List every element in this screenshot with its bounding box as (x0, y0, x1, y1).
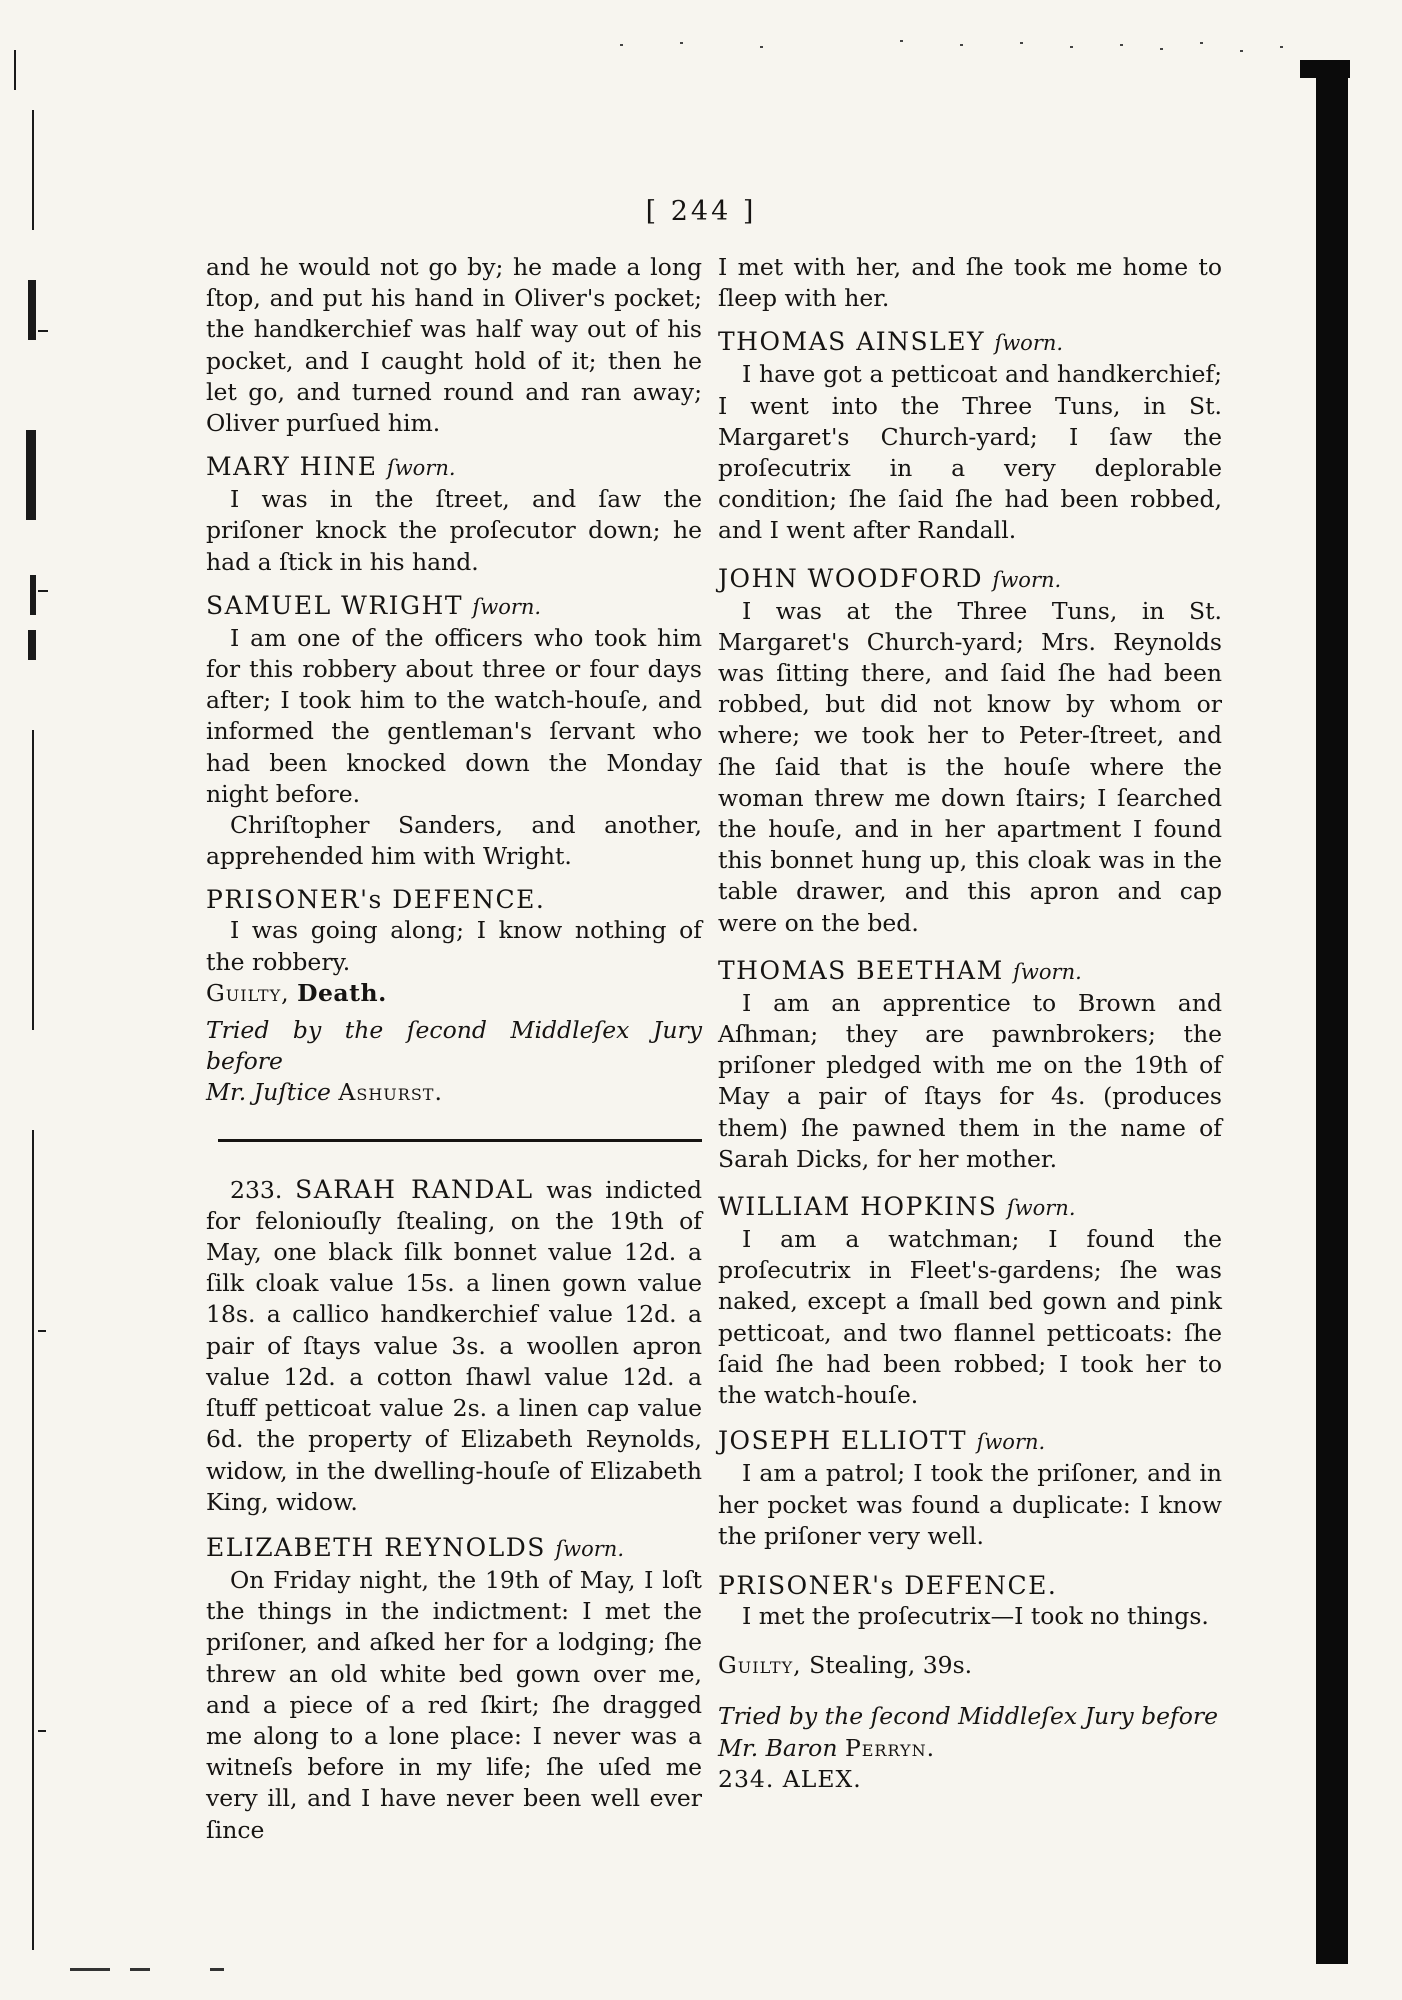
scan-right-edge-shadow (1316, 64, 1348, 1964)
case-number: 233. (230, 1175, 283, 1204)
witness-name: JOHN WOODFORD (718, 563, 984, 593)
verdict (206, 978, 702, 1009)
scan-bottom-noise (60, 1968, 320, 1974)
tried-by-line-1: Tried by the ſecond Middleſex Jury before (718, 1702, 1219, 1731)
witness-name: ELIZABETH REYNOLDS (206, 1532, 546, 1562)
witness-heading (718, 1191, 1222, 1224)
defence-text: I was going along; I know nothing of the robbery. (206, 916, 702, 976)
case-defendant: SARAH RANDAL (295, 1174, 534, 1204)
left-column (206, 252, 702, 1846)
sworn-label: ſworn. (386, 456, 456, 481)
defence-text: I met the proſecutrix—I took no things. (742, 1601, 1209, 1630)
testimony: On Friday night, the 19th of May, I loſt the things in the indictment: I met the priſoner, and aſked her for a lodging; ſhe threw an old white bed gown over me, and a piece of a red ſkirt; ſhe dragged me along to a lone place: I never was a witneſs before in my life; ſhe uſed me very ill, and I have never been well ever ſince (206, 1565, 702, 1844)
section-divider (218, 1139, 702, 1142)
defence-heading: PRISONER's DEFENCE. (206, 885, 546, 915)
sworn-label: ſworn. (472, 594, 542, 619)
witness-name: THOMAS AINSLEY (718, 327, 985, 357)
witness-heading (718, 326, 1222, 359)
verdict-sentence: Death. (297, 978, 387, 1007)
scan-top-noise (600, 38, 1320, 78)
catchword: 234. ALEX. (718, 1764, 862, 1793)
testimony: I am a patrol; I took the priſoner, and in her pocket was found a duplicate: I know the priſoner very well. (718, 1459, 1222, 1550)
witness-heading (206, 590, 702, 623)
verdict-word: Guilty, (206, 978, 290, 1007)
testimony: I am an apprentice to Brown and Aſhman; they are pawnbrokers; the priſoner pledged with me on the 19th of May a pair of ſtays for 4s. (produces them) ſhe pawned them in the name of Sarah Dicks, for her mother. (718, 988, 1222, 1173)
testimony: I was in the ſtreet, and ſaw the priſoner knock the proſecutor down; he had a ſtick in his hand. (206, 485, 702, 576)
paragraph: and he would not go by; he made a long ſtop, and put his hand in Oliver's pocket; the handkerchief was half way out of his pocket, and I caught hold of it; then he let go, and turned round and ran away; Oliver purſued him. (206, 253, 702, 438)
witness-name: SAMUEL WRIGHT (206, 590, 463, 620)
judge-title: Mr. Juſtice (206, 1078, 331, 1107)
defence-heading: PRISONER's DEFENCE. (718, 1570, 1058, 1600)
sworn-label: ſworn. (994, 331, 1064, 356)
testimony: Chriſtopher Sanders, and another, apprehended him with Wright. (206, 811, 702, 871)
paragraph: I met with her, and ſhe took me home to ſleep with her. (718, 253, 1222, 313)
testimony: I am a watchman; I found the proſecutrix in Fleet's-gardens; ſhe was naked, except a ſmall bed gown and pink petticoat, and two flannel petticoats: ſhe ſaid ſhe had been robbed; I took her to the watch-houſe. (718, 1225, 1222, 1410)
testimony: I have got a petticoat and handkerchief; I went into the Three Tuns, in St. Margaret's Church-yard; I ſaw the proſecutrix in a very deplorable condition; ſhe ſaid ſhe had been robbed, and I went after Randall. (718, 360, 1222, 545)
tried-by-line-2 (206, 1077, 702, 1108)
tried-by-line-1: Tried by the ſecond Middleſex Jury before (206, 1016, 702, 1076)
witness-heading (718, 1425, 1222, 1458)
witness-name: WILLIAM HOPKINS (718, 1192, 998, 1222)
verdict-detail: Stealing, 39s. (809, 1651, 973, 1680)
judge-title: Mr. Baron (718, 1733, 838, 1762)
sworn-label: ſworn. (1006, 1196, 1076, 1221)
witness-name: JOSEPH ELLIOTT (718, 1426, 968, 1456)
witness-heading (718, 955, 1222, 988)
judge-name: Ashurst. (338, 1078, 443, 1107)
testimony: I was at the Three Tuns, in St. Margaret's Church-yard; Mrs. Reynolds was ſitting there, and ſaid ſhe had been robbed, but did not know by whom or where; we took her to Peter-ſtreet, and ſhe ſaid that is the houſe where the woman threw me down ſtairs; I ſearched the houſe, and in her apartment I found this bonnet hung up, this cloak was in the table drawer, and this apron and cap were on the bed. (718, 596, 1222, 937)
tried-by-line-2 (718, 1733, 1222, 1764)
witness-heading (718, 563, 1222, 596)
indictment (206, 1174, 702, 1518)
witness-heading (206, 451, 702, 484)
sworn-label: ſworn. (1013, 959, 1082, 984)
sworn-label: ſworn. (992, 567, 1062, 592)
witness-name: MARY HINE (206, 452, 378, 482)
page-number: [ 244 ] (645, 196, 757, 227)
sworn-label: ſworn. (555, 1536, 625, 1561)
scan-margin-marks (8, 30, 52, 1980)
judge-name: Perryn. (844, 1733, 936, 1762)
verdict (718, 1650, 1222, 1681)
testimony: I am one of the officers who took him for this robbery about three or four days after; I took him to the watch-houſe, and informed the gentleman's ſervant who had been knocked down the Monday night before. (206, 623, 702, 808)
verdict-word: Guilty, (718, 1651, 802, 1680)
witness-heading (206, 1532, 702, 1565)
witness-name: THOMAS BEETHAM (718, 955, 1004, 985)
sworn-label: ſworn. (976, 1430, 1046, 1455)
right-column (718, 252, 1222, 1795)
indictment-text: was indicted for feloniouſly ſtealing, on the 19th of May, one black ſilk bonnet value 12d. a ſilk cloak value 15s. a linen gown value 18s. a callico handkerchief value 12d. a pair of ſtays value 3s. a woollen apron value 12d. a cotton ſhawl value 12d. a ſtuff petticoat value 2s. a linen cap value 6d. the property of Elizabeth Reynolds, widow, in the dwelling-houſe of Elizabeth King, widow. (206, 1175, 702, 1516)
